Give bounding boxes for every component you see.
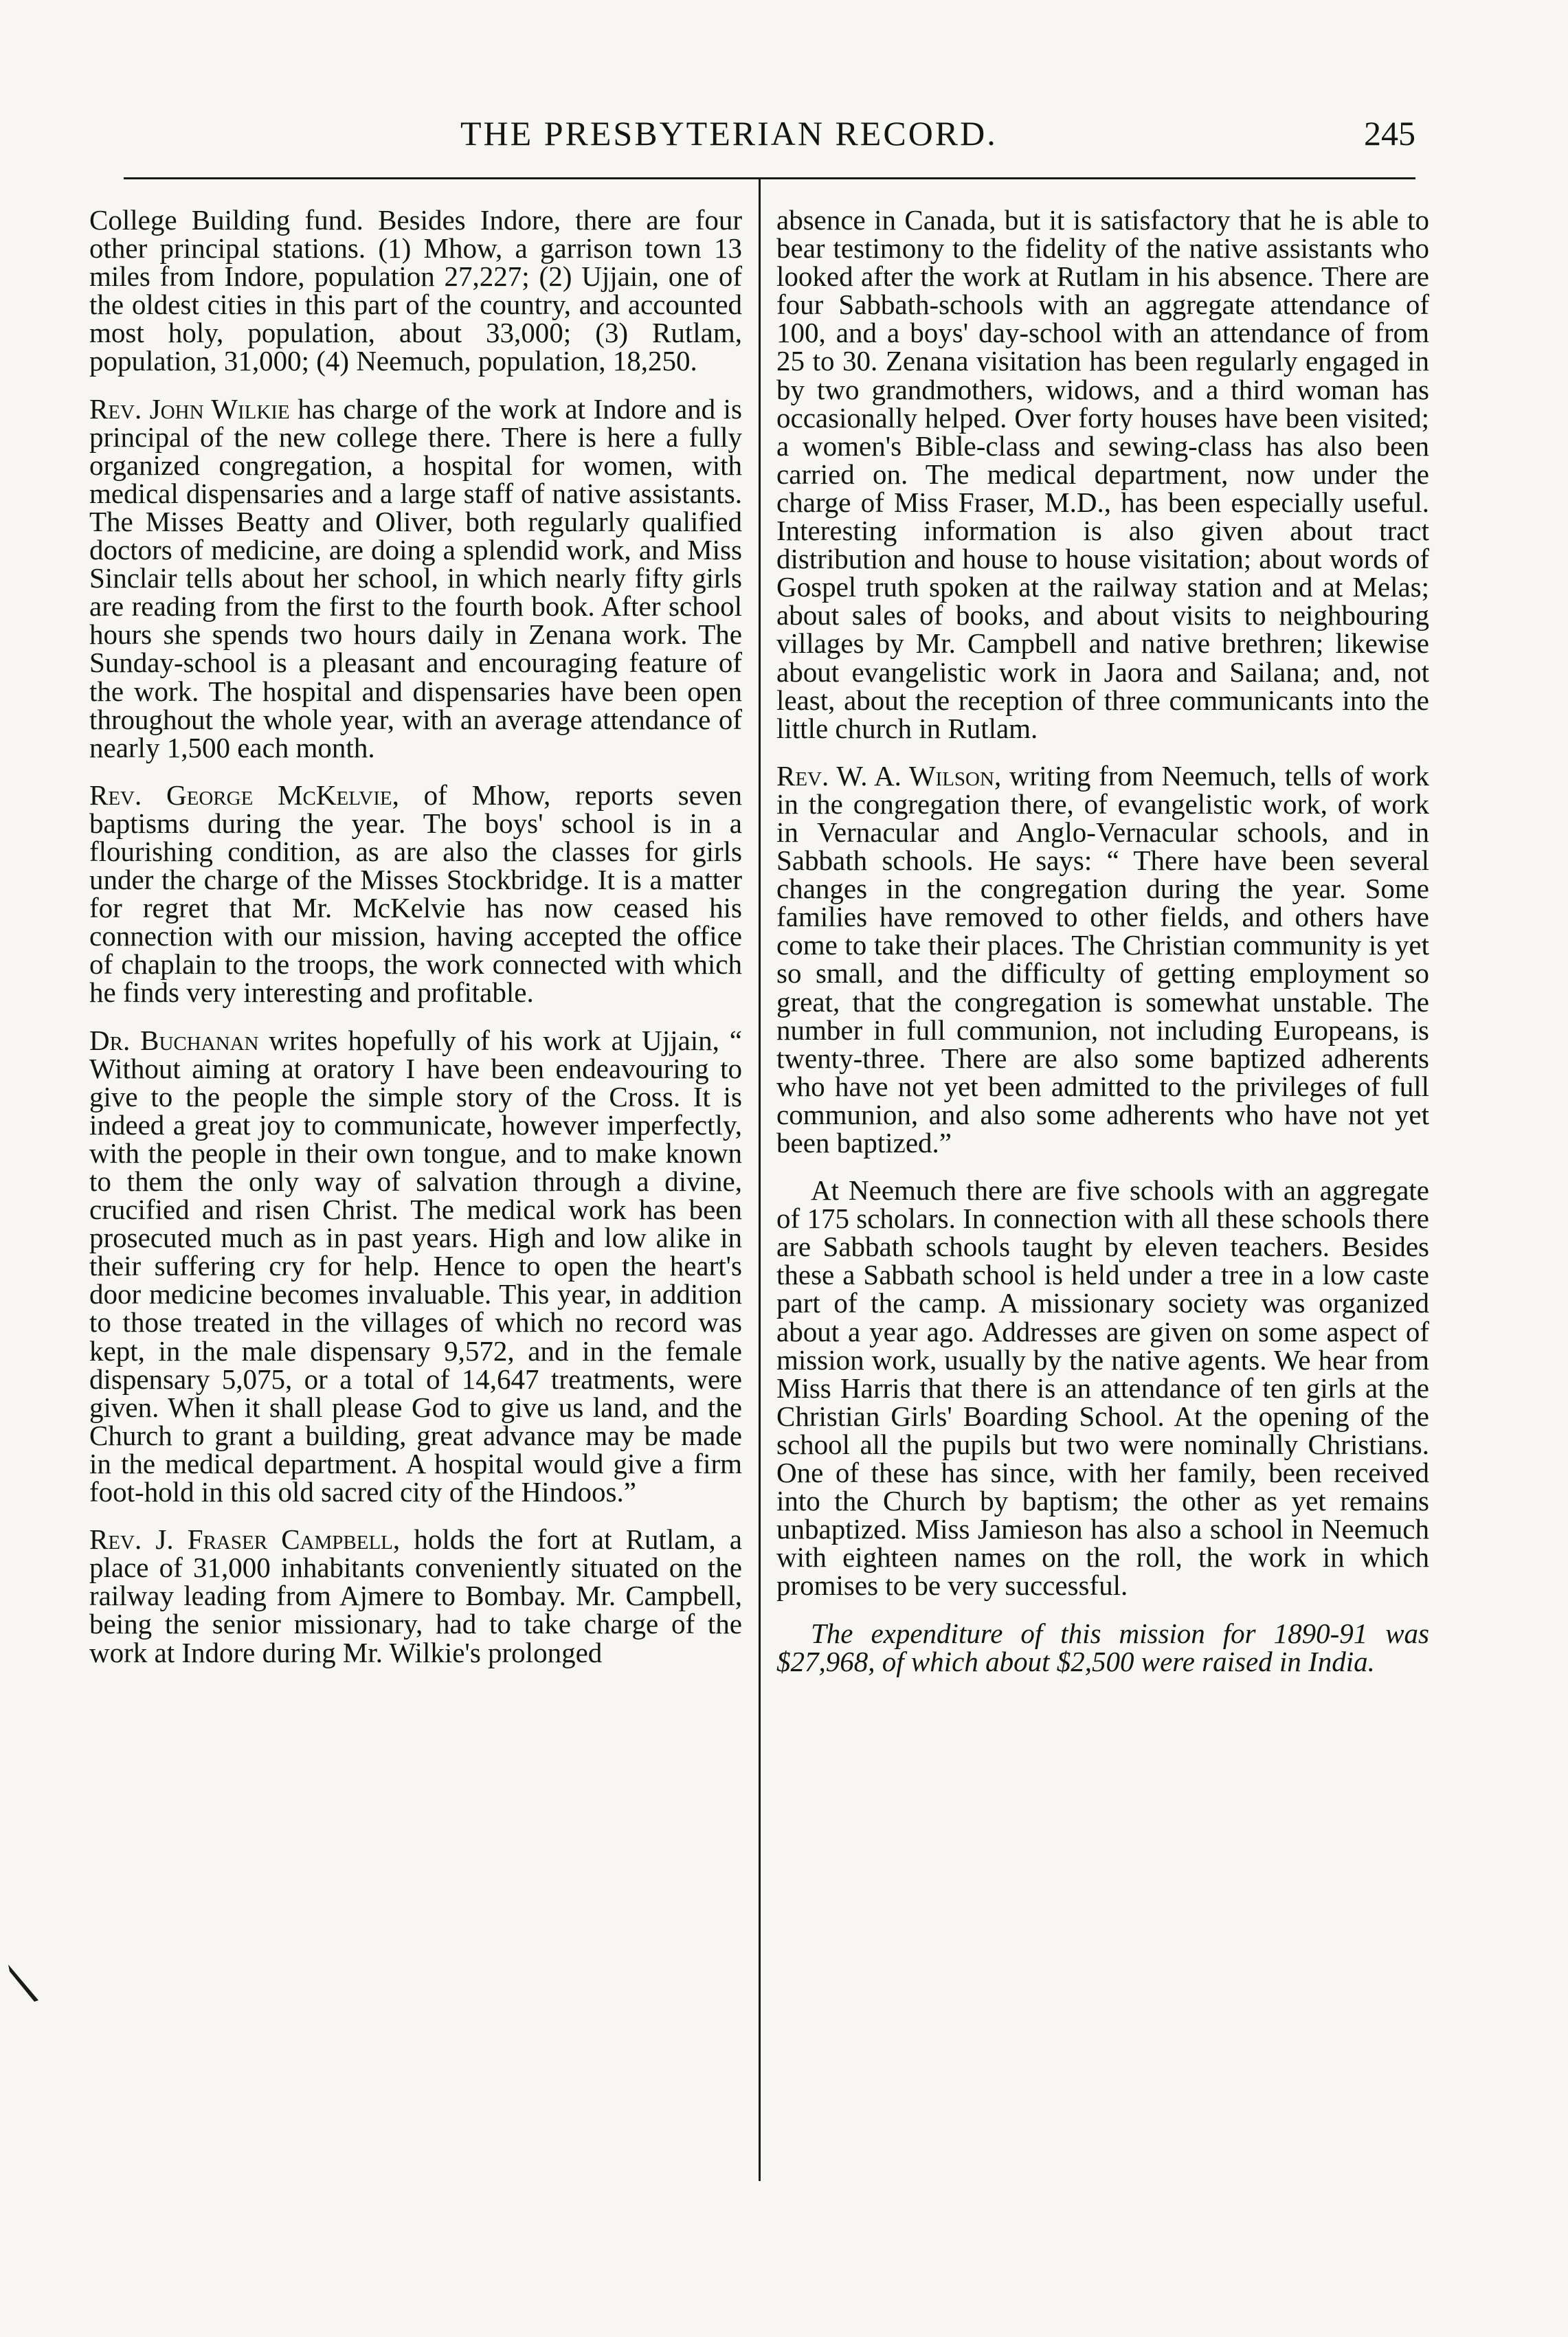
right-column [776, 206, 1429, 1695]
text-wilson: , writing from Neemuch, tells of work in the congregation there, of evangelistic work, of work in Vernacular and Anglo-Vernacular schools, and in Sabbath schools. He says: “ There have been several changes in the congregation during the year. Some families have removed to other fields, and others have come to take their places. The Christian community is yet so small, and the difficulty of getting employment so great, that the congregation is somewhat unstable. The number in full communion, not including Europeans, is twenty-three. There are also some baptized adherents who have not yet been admitted to the privileges of full communion, and also some adherents who have not yet been baptized.” [776, 759, 1429, 1159]
name-wilson: Rev. W. A. Wilson [776, 759, 994, 792]
text-mckelvie: , of Mhow, reports seven baptisms during the year. The boys' school is in a flourishing condition, as are also the classes for girls under the charge of the Misses Stockbridge. It is a matter for regret that Mr. McKelvie has now ceased his connection with our mission, having accepted the office of chaplain to the troops, the work connected with which he finds very interesting and profitable. [89, 779, 742, 1009]
paragraph-buchanan [89, 1024, 742, 1508]
text-buchanan: writes hopefully of his work at Ujjain, “ Without aiming at oratory I have been endeavouring to give to the people the simple story of the Cross. It is indeed a great joy to communicate, however imperfectly, with the people in their own tongue, and to make known to them the only way of salvation through a divine, crucified and risen Christ. The medical work has been prosecuted much as in past years. High and low alike in their suffering cry for help. Hence to open the heart's door medicine becomes invaluable. This year, in addition to those treated in the villages of which no record was kept, in the male dispensary 9,572, and in the female dispensary 5,075, or a total of 14,647 treatments, were given. When it shall please God to give us land, and the Church to grant a building, great advance may be made in the medical department. A hospital would give a firm foot-hold in this old sacred city of the Hindoos.” [89, 1024, 742, 1508]
name-mckelvie: Rev. George McKelvie [89, 779, 392, 811]
text-wilkie: has charge of the work at Indore and is principal of the new college there. There is here a fully organized congregation, a hospital for women, with medical dispensaries and a large staff of native assistants. The Misses Beatty and Oliver, both regularly qualified doctors of medicine, are doing a splendid work, and Miss Sinclair tells about her school, in which nearly fifty girls are reading from the first to the fourth book. After school hours she spends two hours daily in Zenana work. The Sunday-school is a pleasant and encouraging feature of the work. The hospital and dispensaries have been open throughout the whole year, with an average attendance of nearly 1,500 each month. [89, 392, 742, 763]
paragraph-expenditure: The expenditure of this mission for 1890-91 was $27,968, of which about $2,500 were raised in India. [776, 1617, 1429, 1677]
name-wilkie: Rev. John Wilkie [89, 392, 290, 425]
column-divider [759, 177, 761, 2181]
header-rule [124, 177, 1415, 179]
paragraph-rutlam-continued: absence in Canada, but it is satisfactory that he is able to bear testimony to the fidelity of the native assistants who looked after the work at Rutlam in his absence. There are four Sabbath-schools with an aggregate attendance of 100, and a boys' day-school with an attendance of from 25 to 30. Zenana visitation has been regularly engaged in by two grandmothers, widows, and a third woman has occasionally helped. Over forty houses have been visited; a women's Bible-class and sewing-class has also been carried on. The medical department, now under the charge of Miss Fraser, M.D., has been especially useful. Interesting information is also given about tract distribution and house to house visitation; about words of Gospel truth spoken at the railway station and at Melas; about sales of books, and about visits to neighbouring villages by Mr. Campbell and native brethren; likewise about evangelistic work in Jaora and Sailana; and, not least, about the reception of three communicants into the little church in Rutlam. [776, 204, 1429, 744]
paragraph-stations: College Building fund. Besides Indore, there are four other principal stations. (1) Mhow, a garrison town 13 miles from Indore, population 27,227; (2) Ujjain, one of the oldest cities in this part of the country, and accounted most holy, population, about 33,000; (3) Rutlam, population, 31,000; (4) Neemuch, population, 18,250. [89, 204, 742, 377]
running-title: THE PRESBYTERIAN RECORD. [460, 114, 998, 153]
paragraph-wilkie [89, 392, 742, 763]
paragraph-campbell [89, 1525, 742, 1666]
page-header [158, 113, 1415, 161]
page-number: 245 [1364, 114, 1415, 153]
paragraph-mckelvie [89, 781, 742, 1007]
paragraph-wilson [776, 759, 1429, 1159]
name-buchanan: Dr. Buchanan [89, 1024, 259, 1056]
left-column [89, 206, 742, 1686]
name-campbell: Rev. J. Fraser Campbell [89, 1523, 393, 1556]
margin-mark-icon [7, 1962, 40, 2003]
paragraph-neemuch-schools: At Neemuch there are five schools with an aggregate of 175 scholars. In connection with all these schools there are Sabbath schools taught by eleven teachers. Besides these a Sabbath school is held under a tree in a low caste part of the camp. A missionary society was organized about a year ago. Addresses are given on some aspect of mission work, usually by the native agents. We hear from Miss Harris that there is an attendance of ten girls at the Christian Girls' Boarding School. At the opening of the school all the pupils but two were nominally Christians. One of these has since, with her family, been received into the Church by baptism; the other as yet remains unbaptized. Miss Jamieson has also a school in Neemuch with eighteen names on the roll, the work in which promises to be very successful. [776, 1174, 1429, 1602]
text-campbell: , holds the fort at Rutlam, a place of 31,000 inhabitants conveniently situated on the railway leading from Ajmere to Bombay. Mr. Campbell, being the senior missionary, had to take charge of the work at Indore during Mr. Wilkie's prolonged [89, 1523, 742, 1668]
